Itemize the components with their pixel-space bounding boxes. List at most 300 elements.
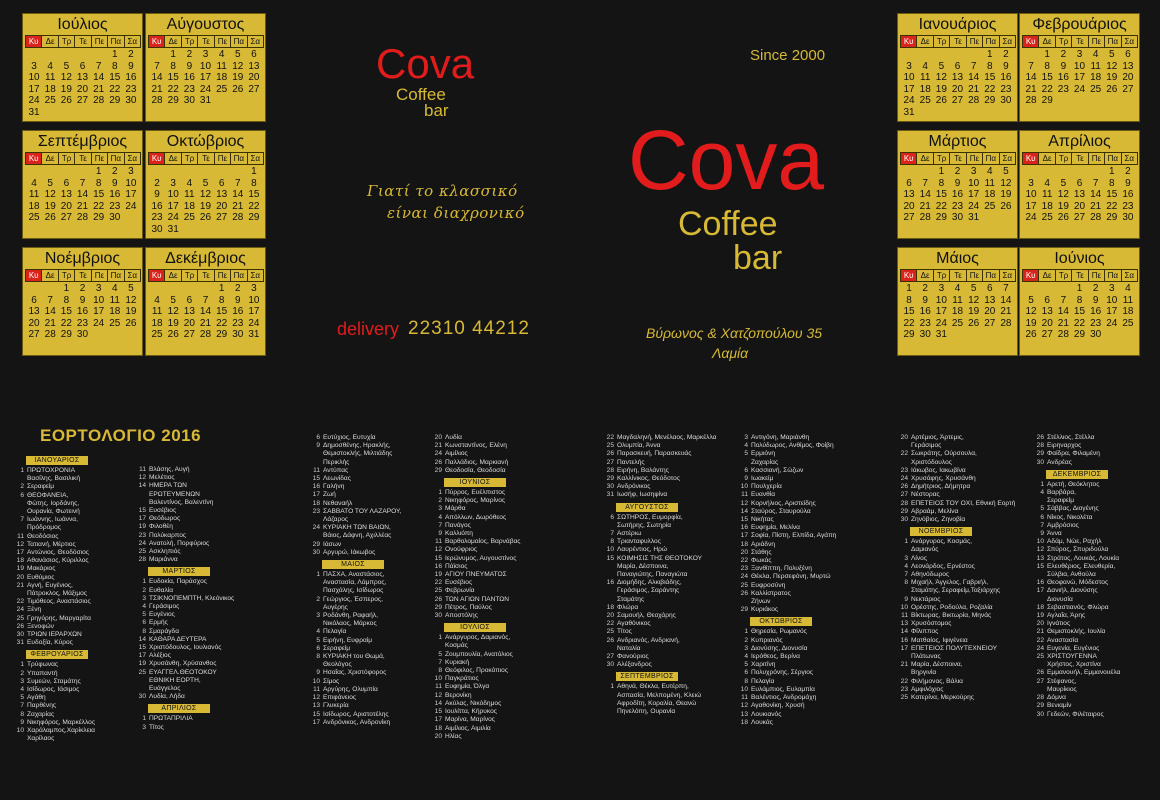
feast-row bbox=[310, 483, 435, 491]
feast-names: Ανδριανός, Ανδριανή, bbox=[617, 636, 680, 644]
day-cell: 26 bbox=[125, 317, 137, 329]
day-cell: 6 bbox=[218, 177, 225, 189]
day-cell: 29 bbox=[216, 329, 228, 340]
feast-names: Πέτρος, Παύλος bbox=[445, 603, 492, 611]
feast-names: Θεολόγος bbox=[323, 661, 352, 669]
day-cell: 4 bbox=[922, 60, 928, 72]
feast-day: 20 bbox=[900, 434, 908, 441]
feast-row bbox=[604, 491, 739, 499]
feast-day: 4 bbox=[744, 653, 748, 661]
day-cell: 19 bbox=[935, 83, 947, 95]
feast-row bbox=[14, 549, 139, 557]
feast-names: Ασπασία, Μελπομένη, Κλειώ bbox=[617, 691, 702, 699]
feast-row bbox=[738, 590, 863, 598]
feast-row bbox=[604, 450, 739, 458]
day-cell: 12 bbox=[1057, 189, 1069, 200]
feast-names: Θέκλα, Περσεφόνη, Μυρτώ bbox=[751, 573, 831, 581]
weekday-label: Δε bbox=[41, 152, 58, 165]
day-cell: 16 bbox=[125, 72, 137, 83]
feast-row bbox=[136, 507, 261, 515]
feast-day: 17 bbox=[312, 491, 320, 499]
feast-day bbox=[136, 491, 149, 499]
day-cell: 21 bbox=[232, 200, 244, 212]
feast-day: 7 bbox=[438, 658, 442, 666]
feast-names: Ματθαίος, Ιφιγένεια bbox=[911, 636, 968, 644]
weekday-label: Κυ bbox=[1022, 152, 1039, 165]
feast-day bbox=[604, 596, 617, 604]
feast-row bbox=[14, 508, 139, 516]
day-cell: 9 bbox=[1092, 294, 1099, 306]
feast-row bbox=[136, 466, 261, 474]
day-cell: 15 bbox=[1041, 72, 1053, 83]
feast-names: Θηρεσία, Ρωμανός bbox=[751, 628, 807, 636]
day-cell: 14 bbox=[151, 72, 163, 83]
day-cell: 12 bbox=[935, 72, 947, 83]
day-cell: 5 bbox=[128, 283, 134, 294]
feast-day: 24 bbox=[16, 606, 24, 614]
feast-day: 16 bbox=[312, 483, 320, 491]
feast-day: 8 bbox=[438, 667, 442, 675]
day-cell: 29 bbox=[1073, 329, 1086, 340]
feast-day: 26 bbox=[434, 595, 442, 603]
feast-row bbox=[738, 549, 863, 557]
day-empty bbox=[58, 49, 74, 61]
day-cell: 15 bbox=[93, 189, 105, 200]
feast-day: 2 bbox=[316, 595, 320, 603]
feast-day: 26 bbox=[740, 589, 748, 597]
feast-row bbox=[1034, 669, 1159, 677]
feast-day: 9 bbox=[904, 595, 908, 603]
feast-names: Ευθύμιος bbox=[27, 573, 55, 581]
feast-names: Αναστασία bbox=[1047, 636, 1079, 644]
feast-row bbox=[1034, 711, 1159, 719]
feast-names: Ευσέβιος bbox=[149, 507, 177, 515]
weekday-label: Σα bbox=[247, 269, 264, 282]
feast-day: 24 bbox=[900, 475, 908, 483]
feast-day bbox=[898, 546, 911, 554]
day-cell: 19 bbox=[1000, 189, 1012, 200]
weekday-label: Πε bbox=[966, 152, 983, 165]
feast-names: Αγαθονίκη, Χρυσή bbox=[751, 702, 805, 710]
day-cell: 24 bbox=[1025, 212, 1037, 223]
feast-names: Αλέξιος bbox=[149, 652, 171, 660]
weekday-label: Τρ bbox=[181, 35, 198, 48]
day-cell: 27 bbox=[1041, 329, 1053, 340]
feast-row bbox=[1034, 434, 1159, 442]
feast-names: Ιουλίττα, Κήρυκος bbox=[445, 708, 497, 716]
feast-month-header: ΑΠΡΙΛΙΟΣ bbox=[148, 704, 210, 713]
feast-day: 9 bbox=[20, 718, 24, 726]
day-cell: 23 bbox=[1000, 83, 1012, 95]
feast-row bbox=[738, 541, 863, 549]
day-cell: 18 bbox=[919, 83, 931, 95]
feast-names: Ευάγγελος bbox=[149, 685, 181, 693]
feast-names: Λάζαρος bbox=[323, 516, 349, 524]
day-cell: 20 bbox=[951, 83, 964, 95]
day-cell: 8 bbox=[938, 177, 945, 189]
feast-row bbox=[604, 637, 739, 645]
day-cell: 17 bbox=[968, 189, 980, 200]
weekday-label: Πε bbox=[1088, 35, 1105, 48]
day-cell: 30 bbox=[951, 212, 964, 223]
feast-row bbox=[1034, 505, 1159, 513]
feast-names: Φιλήμονας, Βάλια bbox=[911, 677, 963, 685]
feast-names: Αγλαΐα, Άρης bbox=[1047, 612, 1086, 620]
feast-day: 3 bbox=[142, 723, 146, 731]
weekday-label: Πε bbox=[1088, 269, 1105, 282]
day-empty bbox=[901, 49, 917, 61]
feast-row bbox=[136, 669, 261, 677]
feast-names: Κωνσταντίνος, Ελένη bbox=[445, 442, 507, 450]
feast-row bbox=[136, 724, 261, 732]
feast-row bbox=[898, 637, 1033, 645]
day-grid bbox=[26, 166, 139, 224]
calendar-month-name: Νοέμβριος bbox=[44, 250, 121, 267]
feast-row bbox=[604, 604, 739, 612]
feast-names: Πελαγία bbox=[751, 677, 775, 685]
weekday-header bbox=[25, 152, 140, 165]
feast-names: Παλλάδιος, Μαρκιανή bbox=[445, 458, 509, 466]
day-grid bbox=[901, 166, 1014, 224]
feast-day: 10 bbox=[1036, 538, 1044, 546]
feast-row bbox=[738, 645, 863, 653]
day-cell: 13 bbox=[1073, 189, 1086, 200]
weekday-label: Τε bbox=[197, 152, 214, 165]
day-grid bbox=[149, 166, 262, 235]
feast-day: 3 bbox=[316, 612, 320, 620]
feast-day: 7 bbox=[20, 702, 24, 710]
feast-names: Πολύδωρος, Ανθίμος, Φοίβη bbox=[751, 442, 834, 450]
feast-day bbox=[898, 587, 911, 595]
day-cell: 9 bbox=[954, 177, 961, 189]
feast-names: Ιωσήφ, Ιωσηφίνα bbox=[617, 491, 668, 499]
feast-row bbox=[738, 582, 863, 590]
day-cell: 2 bbox=[1060, 49, 1067, 60]
feast-day bbox=[898, 669, 911, 677]
feast-names: Αυγέρης bbox=[323, 603, 348, 611]
feast-row bbox=[310, 467, 435, 475]
day-empty bbox=[42, 283, 58, 295]
weekday-label: Κυ bbox=[900, 269, 917, 282]
feast-names: Λυδία bbox=[445, 434, 462, 441]
feast-row bbox=[310, 549, 435, 557]
feast-day: 4 bbox=[316, 628, 320, 636]
feast-day: 3 bbox=[904, 554, 908, 562]
day-cell: 22 bbox=[248, 200, 260, 212]
day-cell: 17 bbox=[1106, 306, 1118, 317]
feast-row bbox=[310, 500, 435, 508]
feast-names: Μαυρίκιος bbox=[1047, 685, 1077, 693]
weekday-label: Δε bbox=[1038, 35, 1055, 48]
feast-row bbox=[898, 587, 1033, 595]
feast-names: Πλάτωνας bbox=[911, 653, 941, 661]
calendar-dec bbox=[145, 247, 266, 356]
day-cell: 16 bbox=[183, 72, 195, 83]
feast-names: Φαίδρα, Φιλαμένη bbox=[1047, 450, 1100, 458]
day-empty bbox=[58, 166, 74, 178]
day-cell: 18 bbox=[1090, 72, 1102, 83]
weekday-label: Πα bbox=[107, 269, 124, 282]
day-cell: 15 bbox=[903, 306, 915, 317]
feast-day: 12 bbox=[16, 540, 24, 548]
feast-names: ΗΜΕΡΑ ΤΩΝ bbox=[149, 482, 187, 490]
feast-names: Τριανταφυλλος bbox=[617, 538, 661, 546]
day-cell: 22 bbox=[984, 83, 996, 95]
delivery-label: delivery bbox=[337, 319, 400, 339]
day-cell: 24 bbox=[903, 95, 915, 106]
day-cell: 20 bbox=[1122, 72, 1134, 83]
weekday-label: Πα bbox=[107, 152, 124, 165]
feast-row bbox=[738, 434, 863, 442]
feast-day: 18 bbox=[16, 557, 24, 565]
feast-row bbox=[1034, 587, 1159, 595]
day-cell: 24 bbox=[1073, 83, 1086, 95]
day-cell: 27 bbox=[216, 212, 228, 223]
feast-row bbox=[310, 475, 435, 483]
day-cell: 7 bbox=[1003, 283, 1009, 294]
feast-day: 25 bbox=[138, 668, 146, 676]
day-cell: 4 bbox=[31, 177, 37, 189]
day-cell: 24 bbox=[28, 95, 40, 106]
feast-names: Ερμής bbox=[149, 619, 168, 627]
day-cell: 3 bbox=[31, 60, 37, 72]
feast-day: 1 bbox=[744, 628, 748, 636]
feast-day: 30 bbox=[312, 548, 320, 556]
feast-names: Πολυχρόνης, Σέργιος bbox=[751, 669, 814, 677]
feast-day: 4 bbox=[744, 442, 748, 450]
day-empty bbox=[1088, 166, 1104, 178]
weekday-header bbox=[148, 152, 263, 165]
feast-row bbox=[432, 716, 557, 724]
day-cell: 11 bbox=[216, 60, 227, 72]
day-cell: 22 bbox=[216, 317, 228, 329]
feast-day: 11 bbox=[741, 491, 748, 499]
day-cell: 7 bbox=[202, 294, 209, 306]
day-cell: 26 bbox=[968, 317, 980, 329]
day-cell: 19 bbox=[167, 317, 179, 329]
feast-row bbox=[1034, 563, 1159, 571]
day-cell: 5 bbox=[1003, 166, 1009, 177]
weekday-label: Πα bbox=[982, 269, 999, 282]
feast-names: ΚΥΡΙΑΚΗ ΤΩΝ ΒΑΙΩΝ, bbox=[323, 524, 391, 532]
feast-row bbox=[738, 508, 863, 516]
feast-row bbox=[898, 669, 1033, 677]
feast-day: 13 bbox=[1036, 554, 1044, 562]
day-cell: 24 bbox=[93, 317, 105, 329]
feast-day: 27 bbox=[1036, 677, 1044, 685]
feast-day: 5 bbox=[744, 661, 748, 669]
feast-row bbox=[898, 508, 1033, 516]
day-cell: 8 bbox=[251, 177, 257, 189]
day-cell: 9 bbox=[1125, 177, 1131, 189]
feast-row bbox=[14, 541, 139, 549]
day-cell: 8 bbox=[95, 177, 102, 189]
feast-day bbox=[898, 459, 911, 467]
day-cell: 8 bbox=[906, 294, 912, 306]
feast-row bbox=[310, 532, 435, 540]
feast-day: 9 bbox=[744, 475, 748, 483]
feast-day: 1 bbox=[20, 661, 24, 669]
day-cell: 30 bbox=[1000, 95, 1012, 106]
day-cell: 24 bbox=[935, 317, 947, 329]
day-cell: 9 bbox=[922, 294, 928, 306]
feast-names: Ευλάμπιος, Ευλαμπία bbox=[751, 685, 815, 693]
feast-names: Γρηγόρης, Μαργαρίτα bbox=[27, 614, 91, 622]
day-cell: 1 bbox=[938, 166, 945, 177]
feast-row bbox=[136, 715, 261, 723]
day-cell: 4 bbox=[186, 177, 193, 189]
feast-day: 29 bbox=[434, 466, 442, 474]
weekday-label: Πα bbox=[230, 152, 247, 165]
day-cell: 23 bbox=[1090, 317, 1102, 329]
feast-day: 6 bbox=[610, 513, 614, 521]
weekday-label: Πε bbox=[966, 35, 983, 48]
feast-day: 15 bbox=[606, 554, 614, 562]
feast-day: 2 bbox=[20, 669, 24, 677]
day-cell: 14 bbox=[1090, 189, 1102, 200]
feast-names: Χρυσόστομος bbox=[911, 620, 952, 628]
weekday-label: Τε bbox=[949, 35, 966, 48]
day-cell: 28 bbox=[1057, 329, 1069, 340]
day-cell: 19 bbox=[199, 200, 212, 212]
weekday-label: Τε bbox=[949, 269, 966, 282]
feast-day: 10 bbox=[740, 685, 748, 693]
day-cell: 15 bbox=[248, 189, 260, 200]
feast-day: 1 bbox=[142, 715, 146, 723]
feast-row bbox=[14, 719, 139, 727]
feast-names: Ζήνων bbox=[751, 598, 771, 606]
feast-names: Αντιγόνη, Μαριάνθη bbox=[751, 434, 810, 441]
feast-names: Θεόδωρος bbox=[149, 515, 181, 523]
feast-names: Αγαθόνικος bbox=[617, 620, 651, 628]
feast-names: Σεραφείμ bbox=[27, 483, 55, 491]
calendar-mar bbox=[897, 130, 1018, 239]
feast-row bbox=[14, 533, 139, 541]
day-cell: 23 bbox=[951, 200, 964, 212]
weekday-label: Τρ bbox=[1055, 269, 1072, 282]
feast-day: 20 bbox=[740, 548, 748, 556]
weekday-label: Δε bbox=[1038, 152, 1055, 165]
weekday-label: Δε bbox=[916, 35, 933, 48]
feast-month-header: ΙΟΥΛΙΟΣ bbox=[444, 623, 506, 632]
weekday-header bbox=[148, 269, 263, 282]
feast-names: Πάτροκλος, Μάξιμος bbox=[27, 590, 87, 598]
feast-month-header: ΜΑΙΟΣ bbox=[322, 560, 384, 569]
feast-day: 30 bbox=[606, 483, 614, 491]
day-cell: 14 bbox=[76, 189, 89, 200]
feast-row bbox=[432, 434, 557, 442]
feast-day: 29 bbox=[900, 507, 908, 515]
day-cell: 2 bbox=[1125, 166, 1131, 177]
feast-day: 29 bbox=[1036, 702, 1044, 710]
day-cell: 28 bbox=[76, 212, 89, 223]
day-cell: 7 bbox=[922, 177, 928, 189]
feast-names: Βάιος, Δάφνη, Αχιλλέας bbox=[323, 532, 392, 540]
feast-day: 6 bbox=[744, 466, 748, 474]
feast-row bbox=[898, 434, 1033, 442]
day-cell: 20 bbox=[216, 200, 228, 212]
day-cell: 18 bbox=[109, 306, 121, 317]
weekday-header bbox=[1022, 269, 1137, 282]
feast-row bbox=[1034, 555, 1159, 563]
feast-day: 27 bbox=[606, 458, 614, 466]
feast-row bbox=[432, 700, 557, 708]
day-cell: 12 bbox=[1106, 60, 1118, 72]
day-cell: 20 bbox=[1041, 317, 1053, 329]
feast-day: 9 bbox=[438, 530, 442, 538]
day-cell: 25 bbox=[1090, 83, 1102, 95]
feast-day: 16 bbox=[900, 636, 908, 644]
feast-names: Πουλχερία bbox=[751, 483, 782, 491]
feast-names: Παντελής bbox=[617, 458, 645, 466]
feast-row bbox=[738, 637, 863, 645]
feast-row bbox=[432, 522, 557, 530]
day-cell: 17 bbox=[125, 189, 137, 200]
feast-day: 12 bbox=[434, 691, 442, 699]
feast-day: 1 bbox=[1040, 480, 1044, 488]
day-cell: 19 bbox=[125, 306, 137, 317]
feast-row bbox=[136, 532, 261, 540]
feast-day: 17 bbox=[16, 549, 24, 557]
day-cell: 28 bbox=[44, 329, 56, 340]
day-empty bbox=[949, 49, 965, 61]
feast-row bbox=[136, 474, 261, 482]
day-cell: 30 bbox=[109, 212, 121, 223]
feast-names: Χριστόδουλος bbox=[911, 458, 952, 466]
feast-day: 30 bbox=[434, 612, 442, 620]
feast-row bbox=[310, 508, 435, 516]
day-cell: 6 bbox=[1125, 49, 1131, 60]
feast-month-header: ΙΟΥΝΙΟΣ bbox=[444, 478, 506, 487]
weekday-label: Πε bbox=[214, 152, 231, 165]
feast-names: Στράτος, Λουκάς, Λουκία bbox=[1047, 554, 1120, 562]
feast-row bbox=[898, 686, 1033, 694]
feast-row bbox=[432, 612, 557, 620]
feast-day: 1 bbox=[142, 578, 146, 586]
feast-names: Χαριτίνη bbox=[751, 661, 776, 669]
feast-day: 11 bbox=[741, 694, 748, 702]
weekday-label: Τρ bbox=[933, 152, 950, 165]
day-cell: 24 bbox=[125, 200, 137, 212]
day-cell: 6 bbox=[63, 177, 70, 189]
day-empty bbox=[42, 166, 58, 178]
day-cell: 30 bbox=[125, 95, 137, 106]
feast-day bbox=[1034, 686, 1047, 694]
feast-names: Νέστορας bbox=[911, 491, 940, 499]
feast-names: Ιωακείμ bbox=[751, 475, 774, 483]
feast-names: Μαρία, Δέσποινα, bbox=[617, 562, 669, 570]
feast-row bbox=[310, 686, 435, 694]
feast-day: 19 bbox=[138, 660, 146, 668]
feast-row bbox=[1034, 514, 1159, 522]
feast-day: 27 bbox=[900, 491, 908, 499]
day-cell: 4 bbox=[218, 49, 225, 60]
feast-day: 8 bbox=[20, 710, 24, 718]
day-empty bbox=[149, 49, 165, 61]
feast-names: Αφροδίτη, Κοραλία, Θεανώ bbox=[617, 699, 697, 707]
feast-row bbox=[432, 604, 557, 612]
feast-day: 18 bbox=[434, 724, 442, 732]
day-cell: 5 bbox=[1060, 177, 1067, 189]
day-cell: 21 bbox=[1057, 317, 1069, 329]
feast-row bbox=[604, 587, 739, 595]
day-cell: 16 bbox=[109, 189, 121, 200]
feast-day: 26 bbox=[606, 636, 614, 644]
day-cell: 10 bbox=[248, 294, 260, 306]
day-cell: 11 bbox=[45, 72, 56, 83]
feast-day: 23 bbox=[312, 507, 320, 515]
feast-day: 23 bbox=[900, 466, 908, 474]
